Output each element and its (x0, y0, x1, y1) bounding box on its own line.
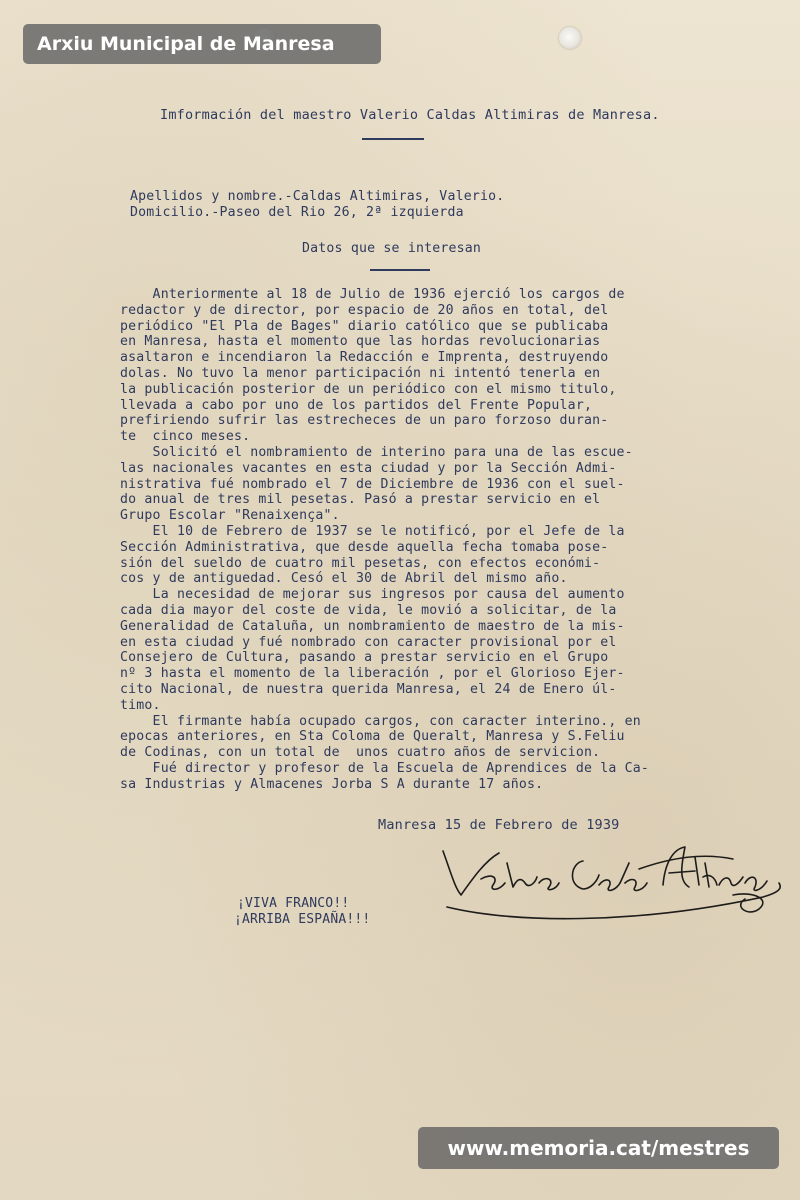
body-line: te cinco meses. (120, 429, 251, 445)
body-line: Generalidad de Cataluña, un nombramiento de maestro de la mis- (120, 618, 625, 634)
document-title: Imformación del maestro Valerio Caldas Altimiras de Manresa. (160, 107, 660, 123)
body-line: timo. (120, 697, 161, 713)
body-line: El firmante había ocupado cargos, con caracter interino., en (120, 713, 641, 729)
body-line: La necesidad de mejorar sus ingresos por causa del aumento (120, 587, 625, 603)
closing-arriba: ¡ARRIBA ESPAÑA!!! (234, 912, 371, 927)
body-line: cos y de antiguedad. Cesó el 30 de Abril del mismo año. (120, 571, 568, 587)
archive-watermark: Arxiu Municipal de Manresa (23, 24, 381, 64)
body-line: Fué director y profesor de la Escuela de Aprendices de la Ca- (120, 760, 650, 776)
body-line: prefiriendo sufrir las estrecheces de un paro forzoso duran- (120, 413, 609, 429)
body-line: Grupo Escolar "Renaixença". (120, 508, 340, 524)
punch-hole-right (559, 27, 581, 49)
body-line: do anual de tres mil pesetas. Pasó a prestar servicio en el (120, 492, 601, 508)
body-line: periódico "El Pla de Bages" diario católico que se publicaba (120, 318, 609, 334)
body-line: en Manresa, hasta el momento que las hordas revolucionarias (120, 334, 601, 350)
signature-text: Valerio Caldas Altimiras (433, 927, 448, 928)
body-text (120, 287, 720, 793)
body-line: Solicitó el nombramiento de interino para una de las escue- (120, 444, 633, 460)
body-line: asaltaron e incendiaron la Redacción e Imprenta, destruyendo (120, 350, 609, 366)
body-line: epocas anteriores, en Sta Coloma de Queralt, Manresa y S.Feliu (120, 729, 625, 745)
signature (433, 833, 788, 928)
section-subtitle: Datos que se interesan (302, 241, 482, 256)
address-line: Domicilio.-Paseo del Rio 26, 2ª izquierda (130, 205, 464, 220)
date-line: Manresa 15 de Febrero de 1939 (378, 817, 620, 833)
body-line: redactor y de director, por espacio de 20 años en total, del (120, 302, 609, 318)
body-line: cada dia mayor del coste de vida, le movió a solicitar, de la (120, 602, 617, 618)
body-line: de Codinas, con un total de unos cuatro años de servicion. (120, 745, 601, 761)
body-line: en esta ciudad y fué nombrado con caracter provisional por el (120, 634, 617, 650)
title-divider (362, 138, 424, 140)
body-line: Anteriormente al 18 de Julio de 1936 ejerció los cargos de (120, 287, 625, 302)
surname-line: Apellidos y nombre.-Caldas Altimiras, Valerio. (130, 189, 505, 204)
closing-viva: ¡VIVA FRANCO!! (237, 896, 350, 911)
subtitle-divider (370, 269, 430, 271)
body-line: Consejero de Cultura, pasando a prestar servicio en el Grupo (120, 650, 609, 666)
body-line: dolas. No tuvo la menor participación ni intentó tenerla en (120, 365, 601, 381)
body-line: llevada a cabo por uno de los partidos del Frente Popular, (120, 397, 593, 413)
url-watermark: www.memoria.cat/mestres (418, 1127, 779, 1169)
body-line: nistrativa fué nombrado el 7 de Diciembre de 1936 con el suel- (120, 476, 625, 492)
body-line: nº 3 hasta el momento de la liberación , por el Glorioso Ejer- (120, 666, 625, 682)
body-line: sa Industrias y Almacenes Jorba S A durante 17 años. (120, 776, 544, 792)
body-line: cito Nacional, de nuestra querida Manresa, el 24 de Enero úl- (120, 681, 617, 697)
body-line: las nacionales vacantes en esta ciudad y por la Sección Admi- (120, 460, 617, 476)
body-line: Sección Administrativa, que desde aquella fecha tomaba pose- (120, 539, 609, 555)
body-line: sión del sueldo de cuatro mil pesetas, con efectos económi- (120, 555, 601, 571)
body-line: la publicación posterior de un periódico con el mismo titulo, (120, 381, 617, 397)
body-line: El 10 de Febrero de 1937 se le notificó, por el Jefe de la (120, 523, 625, 539)
